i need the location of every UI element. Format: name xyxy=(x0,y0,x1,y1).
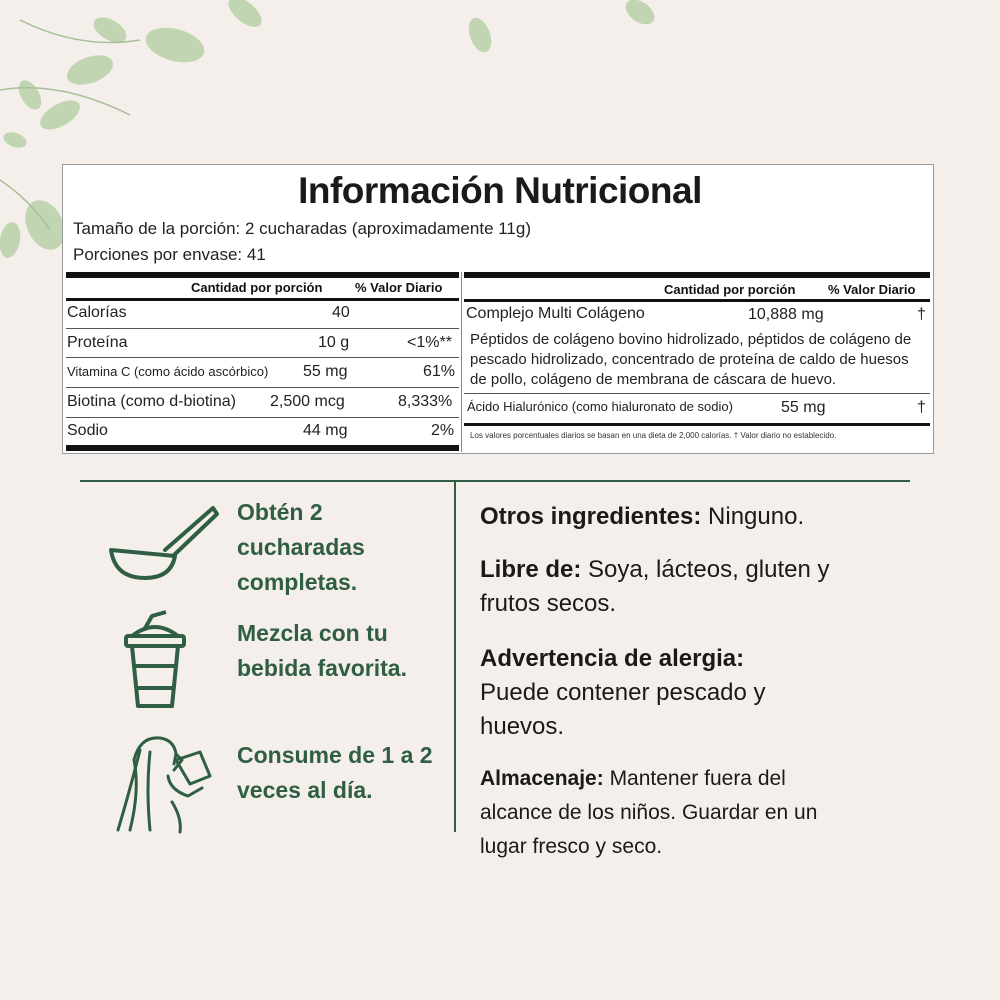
nutrient-amount: 2,500 mcg xyxy=(270,393,345,410)
column-separator xyxy=(454,482,456,832)
left-dv-header: % Valor Diario xyxy=(355,280,443,295)
nutrient-amount: 44 mg xyxy=(303,422,348,439)
ingredient-amount: 10,888 mg xyxy=(748,306,824,323)
nutrient-amount: 40 xyxy=(332,304,350,321)
allergy-warning-label: Advertencia de alergia: xyxy=(480,645,745,672)
nutrition-title: Información Nutricional xyxy=(298,170,702,211)
nutrient-daily-value: 8,333% xyxy=(398,393,453,410)
storage-label: Almacenaje: xyxy=(480,767,604,790)
serving-size: Tamaño de la porción: 2 cucharadas (aproximadamente 11g) xyxy=(73,219,532,238)
free-from xyxy=(480,553,860,621)
storage-value: Mantener fuera del alcance de los niños. Guardar en un lugar fresco y seco. xyxy=(480,767,818,858)
nutrient-name: Proteína xyxy=(67,334,128,351)
ingredient-name: Complejo Multi Colágeno xyxy=(466,305,645,322)
other-ingredients xyxy=(480,500,900,534)
step-mix-text: Mezcla con tu bebida favorita. xyxy=(237,620,407,681)
left-amount-header: Cantidad por porción xyxy=(191,280,323,295)
step-consume-text: Consume de 1 a 2 veces al día. xyxy=(237,742,433,803)
scoop-icon xyxy=(105,498,220,583)
ingredient-daily-value: † xyxy=(917,306,926,323)
nutrient-amount: 10 g xyxy=(318,334,350,351)
row-divider xyxy=(66,387,459,388)
other-ingredients-label: Otros ingredientes: xyxy=(480,503,702,530)
daily-value-footnote: Los valores porcentuales diarios se basan en una dieta de 2,000 calorías. † Valor diario no establecido. xyxy=(470,431,837,440)
nutrient-daily-value: 2% xyxy=(431,422,455,439)
free-from-value: Soya, lácteos, gluten y frutos secos. xyxy=(480,556,830,617)
nutrient-daily-value: 61% xyxy=(423,363,456,380)
right-header-rule xyxy=(464,299,930,302)
servings-per-container: Porciones por envase: 41 xyxy=(73,245,266,264)
step-scoop-text: Obtén 2 cucharadas completas. xyxy=(237,499,365,595)
drink-cup-icon xyxy=(122,610,188,710)
nutrient-daily-value: <1%** xyxy=(407,334,452,351)
right-amount-header: Cantidad por porción xyxy=(664,282,796,297)
left-bottom-bar xyxy=(66,445,459,451)
allergy-warning-value: Puede contener pescado y huevos. xyxy=(480,679,766,740)
storage-instructions xyxy=(480,761,855,863)
right-bottom-rule xyxy=(464,423,930,426)
row-divider xyxy=(66,357,459,358)
row-divider xyxy=(464,393,930,394)
nutrient-name: Calorías xyxy=(67,304,127,321)
ingredient-amount: 55 mg xyxy=(781,399,826,416)
row-divider xyxy=(66,328,459,329)
nutrient-amount: 55 mg xyxy=(303,363,348,380)
free-from-label: Libre de: xyxy=(480,556,582,583)
right-header-bar xyxy=(464,272,930,278)
nutrient-name: Sodio xyxy=(67,422,108,439)
column-divider xyxy=(461,272,462,452)
left-header-rule xyxy=(66,298,459,301)
nutrient-name: Biotina (como d-biotina) xyxy=(67,393,236,410)
right-dv-header: % Valor Diario xyxy=(828,282,916,297)
row-divider xyxy=(66,417,459,418)
allergy-warning xyxy=(480,642,840,744)
ingredient-daily-value: † xyxy=(917,399,926,416)
nutrient-name: Vitamina C (como ácido ascórbico) xyxy=(67,364,269,379)
collagen-complex-description: Péptidos de colágeno bovino hidrolizado, péptidos de colágeno de pescado hidrolizado, concentrado de proteína de caldo de huesos de pollo, colágeno de membrana de cáscara de huevo. xyxy=(470,331,912,388)
left-header-bar xyxy=(66,272,459,278)
woman-drinking-icon xyxy=(110,730,225,835)
ingredient-name: Ácido Hialurónico (como hialuronato de sodio) xyxy=(467,399,733,414)
other-ingredients-value: Ninguno. xyxy=(701,503,805,530)
section-divider xyxy=(80,480,910,482)
